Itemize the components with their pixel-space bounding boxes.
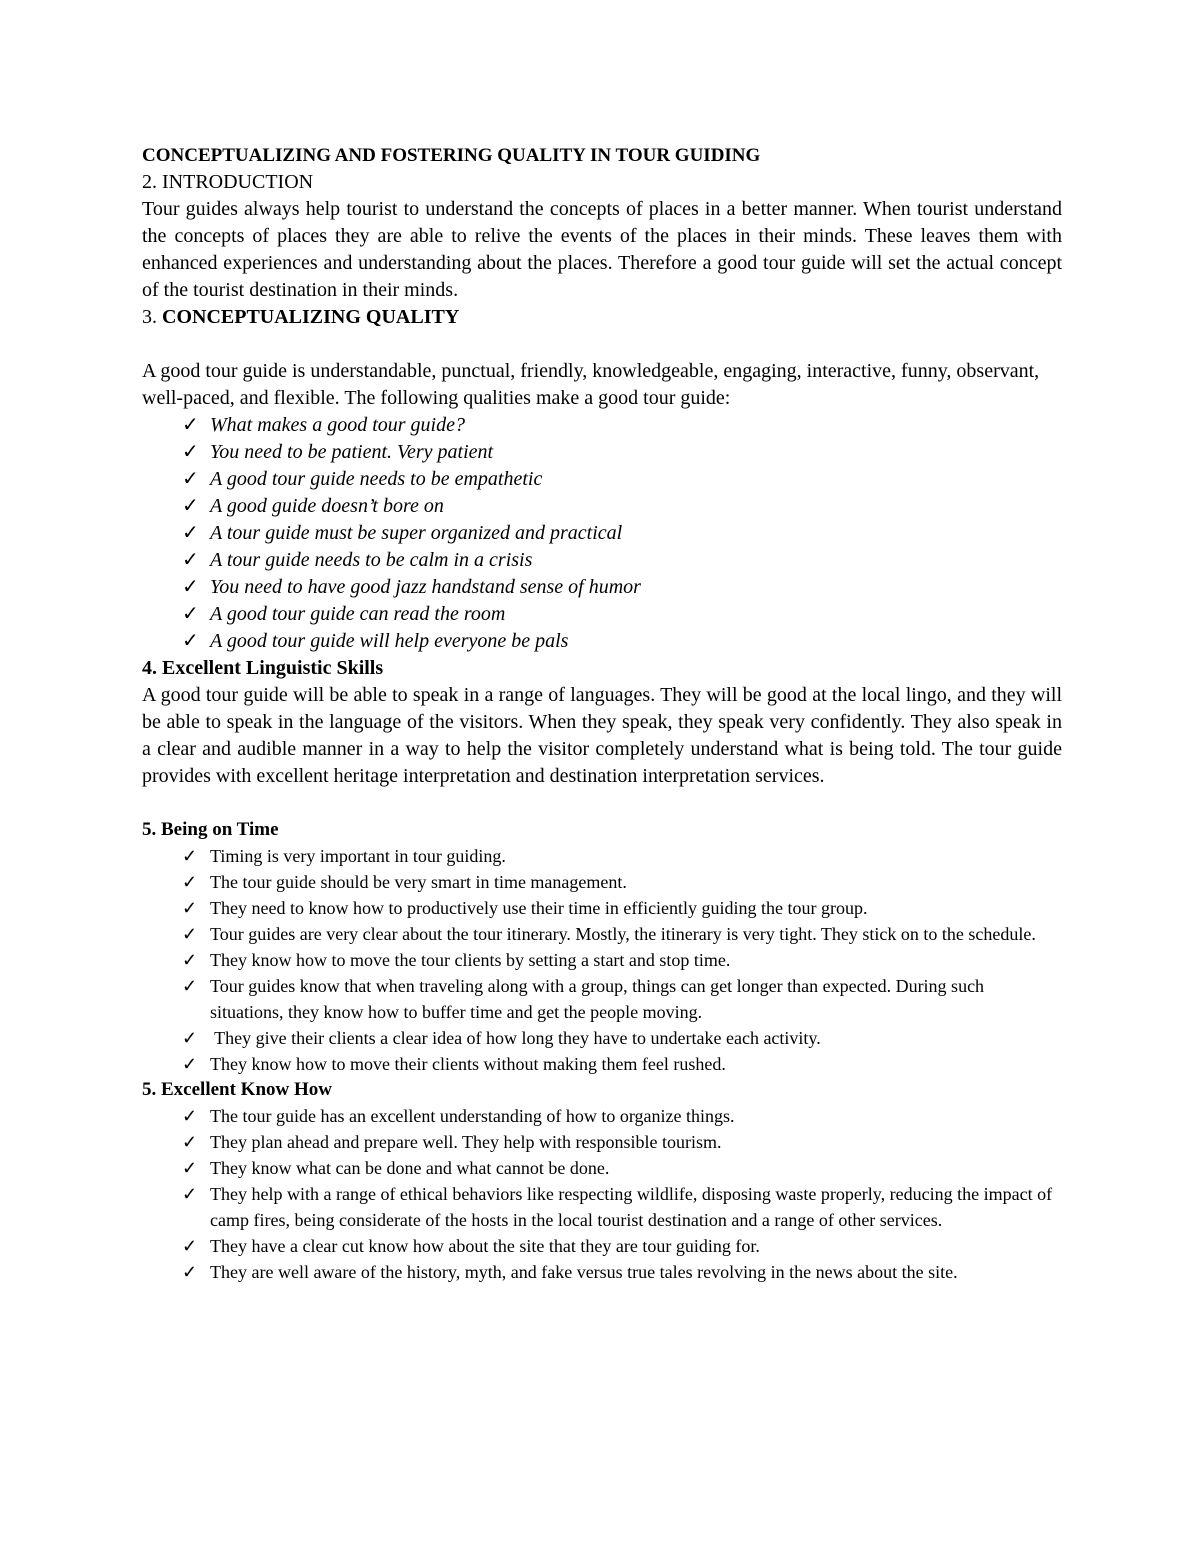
list-item (182, 493, 1062, 520)
checkmark-icon: ✓ (182, 1106, 198, 1126)
linguistic-body: A good tour guide will be able to speak in a range of languages. They will be good at the local lingo, and they will be able to speak in the language of the visitors. When they speak, they speak very confidently. They also speak in a clear and audible manner in a way to help the visitor completely understand what is being told. The tour guide provides with excellent heritage interpretation and destination interpretation services. (142, 684, 1062, 787)
checkmark-icon: ✓ (182, 1132, 198, 1152)
list-item-text: A good tour guide needs to be empathetic (210, 468, 543, 490)
list-item (182, 843, 1062, 869)
list-item-text: They know how to move the tour clients by setting a start and stop time. (210, 950, 731, 970)
list-item-text: They need to know how to productively use their time in efficiently guiding the tour group. (210, 898, 868, 918)
list-item (182, 921, 1062, 947)
list-item (182, 1259, 1062, 1285)
list-item (182, 869, 1062, 895)
list-item (182, 439, 1062, 466)
quality-number: 3. (142, 306, 157, 328)
checkmark-icon: ✓ (182, 1158, 198, 1178)
linguistic-heading: 4. Excellent Linguistic Skills (142, 657, 384, 679)
checkmark-icon: ✓ (182, 495, 199, 517)
checkmark-icon: ✓ (182, 522, 199, 544)
checkmark-icon: ✓ (182, 1028, 198, 1048)
checkmark-icon: ✓ (182, 1236, 198, 1256)
list-item (182, 1051, 1062, 1077)
list-item-text: They plan ahead and prepare well. They help with responsible tourism. (210, 1132, 722, 1152)
list-item-text: A good guide doesn’t bore on (210, 495, 444, 517)
list-item (182, 574, 1062, 601)
checkmark-icon: ✓ (182, 924, 198, 944)
checkmark-icon: ✓ (182, 549, 199, 571)
checkmark-icon: ✓ (182, 898, 198, 918)
list-item (182, 412, 1062, 439)
quality-body: A good tour guide is understandable, punctual, friendly, knowledgeable, engaging, interactive, funny, observant, well-paced, and flexible. The following qualities make a good tour guide: (142, 360, 1040, 409)
list-item-text: Tour guides know that when traveling along with a group, things can get longer than expected. During such situations, they know how to buffer time and get the people moving. (210, 976, 985, 1022)
list-item (182, 1233, 1062, 1259)
checkmark-icon: ✓ (182, 603, 199, 625)
list-item-text: They help with a range of ethical behaviors like respecting wildlife, disposing waste properly, reducing the impact of camp fires, being considerate of the hosts in the local tourist destination and a range of other services. (210, 1184, 1053, 1230)
quality-heading (142, 304, 1062, 331)
checkmark-icon: ✓ (182, 468, 199, 490)
spacer (142, 331, 1062, 358)
list-item-text: What makes a good tour guide? (210, 414, 465, 436)
checkmark-icon: ✓ (182, 1184, 198, 1204)
checkmark-icon: ✓ (182, 872, 198, 892)
list-item (182, 601, 1062, 628)
intro-heading (142, 169, 1062, 196)
knowhow-list (142, 1103, 1062, 1285)
list-item-text: You need to be patient. Very patient (210, 441, 494, 463)
checkmark-icon: ✓ (182, 976, 198, 996)
list-item-text: A tour guide must be super organized and practical (210, 522, 623, 544)
list-item (182, 520, 1062, 547)
document-page (142, 143, 1062, 1285)
quality-list (142, 412, 1062, 655)
list-item (182, 628, 1062, 655)
list-item-text: Tour guides are very clear about the tour itinerary. Mostly, the itinerary is very tight. They stick on to the schedule. (210, 924, 1036, 944)
list-item (182, 547, 1062, 574)
checkmark-icon: ✓ (182, 1262, 198, 1282)
list-item-text: A good tour guide can read the room (210, 603, 506, 625)
list-item (182, 1025, 1062, 1051)
list-item (182, 1181, 1062, 1233)
list-item-text: A tour guide needs to be calm in a crisis (210, 549, 533, 571)
list-item-text: They have a clear cut know how about the site that they are tour guiding for. (210, 1236, 760, 1256)
intro-number: 2. (142, 171, 157, 193)
list-item-text: The tour guide should be very smart in time management. (210, 872, 627, 892)
list-item (182, 1155, 1062, 1181)
list-item-text: They know how to move their clients without making them feel rushed. (210, 1054, 726, 1074)
checkmark-icon: ✓ (182, 576, 199, 598)
list-item (182, 895, 1062, 921)
list-item-text: They know what can be done and what cannot be done. (210, 1158, 610, 1178)
quality-heading-text: CONCEPTUALIZING QUALITY (162, 306, 460, 328)
list-item (182, 1103, 1062, 1129)
checkmark-icon: ✓ (182, 1054, 198, 1074)
knowhow-heading: 5. Excellent Know How (142, 1079, 332, 1100)
list-item-text: They are well aware of the history, myth, and fake versus true tales revolving in the news about the site. (210, 1262, 958, 1282)
list-item-text: They give their clients a clear idea of how long they have to undertake each activity. (210, 1028, 821, 1048)
list-item (182, 466, 1062, 493)
document-title: CONCEPTUALIZING AND FOSTERING QUALITY IN TOUR GUIDING (142, 145, 761, 166)
time-heading: 5. Being on Time (142, 819, 279, 840)
list-item-text: The tour guide has an excellent understanding of how to organize things. (210, 1106, 735, 1126)
intro-heading-text: INTRODUCTION (162, 171, 314, 193)
intro-body: Tour guides always help tourist to understand the concepts of places in a better manner. When tourist understand the concepts of places they are able to relive the events of the places in their minds. These leaves them with enhanced experiences and understanding about the places. Therefore a good tour guide will set the actual concept of the tourist destination in their minds. (142, 198, 1062, 301)
checkmark-icon: ✓ (182, 846, 198, 866)
checkmark-icon: ✓ (182, 414, 199, 436)
list-item (182, 947, 1062, 973)
list-item (182, 973, 1062, 1025)
spacer (142, 790, 1062, 817)
list-item (182, 1129, 1062, 1155)
list-item-text: A good tour guide will help everyone be pals (210, 630, 569, 652)
checkmark-icon: ✓ (182, 630, 199, 652)
list-item-text: Timing is very important in tour guiding. (210, 846, 506, 866)
checkmark-icon: ✓ (182, 950, 198, 970)
checkmark-icon: ✓ (182, 441, 199, 463)
time-list (142, 843, 1062, 1077)
list-item-text: You need to have good jazz handstand sense of humor (210, 576, 641, 598)
